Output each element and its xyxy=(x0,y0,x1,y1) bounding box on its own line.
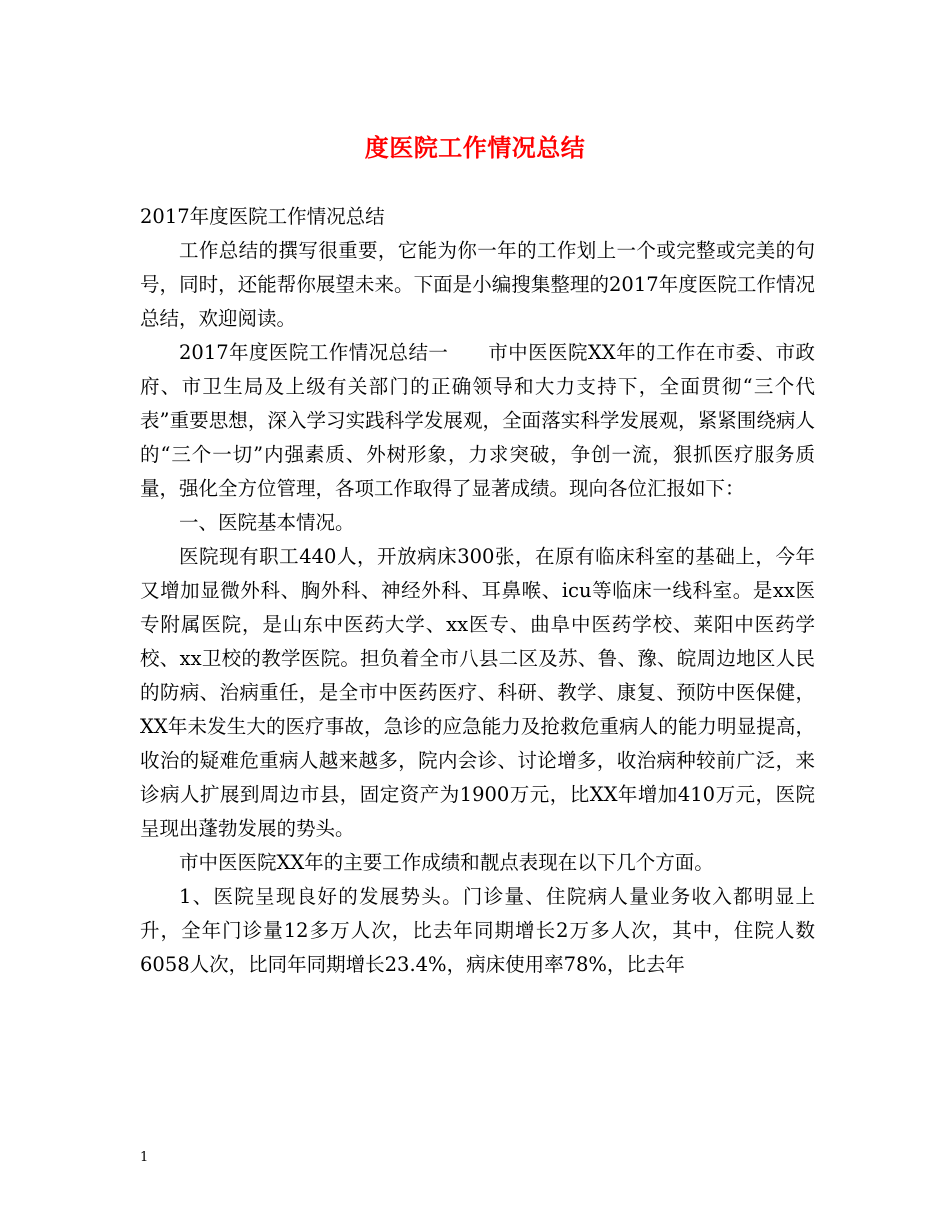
section-heading-basic-info: 一、医院基本情况。 xyxy=(179,511,355,534)
document-title: 度医院工作情况总结 xyxy=(364,133,586,162)
paragraph-achievements-intro: 市中医医院XX年的主要工作成绩和靓点表现在以下几个方面。 xyxy=(179,851,714,874)
document-body xyxy=(140,200,815,982)
paragraph-overview: 2017年度医院工作情况总结一 市中医医院XX年的工作在市委、市政府、市卫生局及上级有关部门的正确领导和大力支持下，全面贯彻“三个代表”重要思想，深入学习实践科学发展观，全面落实科学发展观，紧紧围绕病人的“三个一切”内强素质、外树形象，力求突破，争创一流，狠抓医疗服务质量，强化全方位管理，各项工作取得了显著成绩。现向各位汇报如下： xyxy=(140,341,815,500)
paragraph-achievement-1: 1、医院呈现良好的发展势头。门诊量、住院病人量业务收入都明显上升，全年门诊量12多万人次，比去年同期增长2万多人次，其中，住院人数6058人次，比同年同期增长23.4%，病床使用率78%，比去年 xyxy=(140,885,815,976)
paragraph-intro: 工作总结的撰写很重要，它能为你一年的工作划上一个或完整或完美的句号，同时，还能帮你展望未来。下面是小编搜集整理的2017年度医院工作情况总结，欢迎阅读。 xyxy=(140,239,815,330)
page-number: 1 xyxy=(140,1150,149,1165)
paragraph-basic-info: 医院现有职工440人，开放病床300张，在原有临床科室的基础上，今年又增加显微外科、胸外科、神经外科、耳鼻喉、icu等临床一线科室。是xx医专附属医院，是山东中医药大学、xx医专、曲阜中医药学校、莱阳中医药学校、xx卫校的教学医院。担负着全市八县二区及苏、鲁、豫、皖周边地区人民的防病、治病重任，是全市中医药医疗、科研、教学、康复、预防中医保健，XX年未发生大的医疗事故，急诊的应急能力及抢救危重病人的能力明显提高，收治的疑难危重病人越来越多，院内会诊、讨论增多，收治病种较前广泛，来诊病人扩展到周边市县，固定资产为1900万元，比XX年增加410万元，医院呈现出蓬勃发展的势头。 xyxy=(140,545,815,840)
document-subtitle: 2017年度医院工作情况总结 xyxy=(140,205,385,228)
